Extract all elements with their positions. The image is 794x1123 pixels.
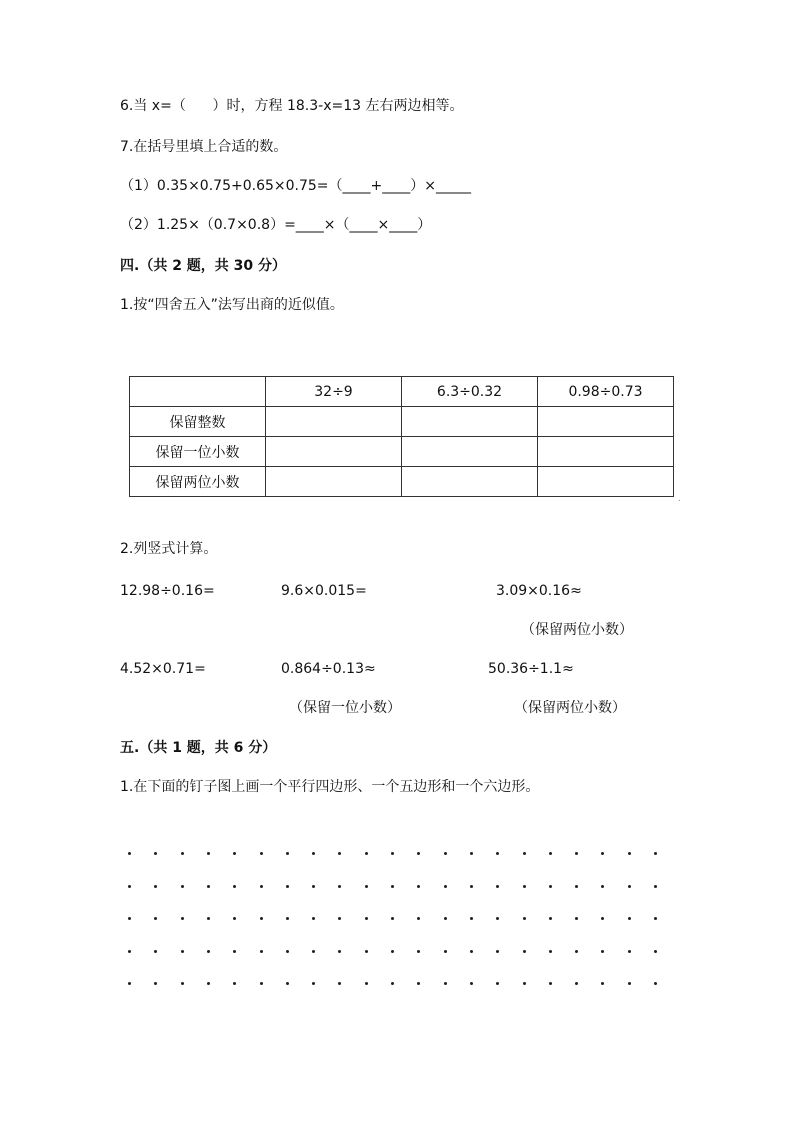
nail-dot xyxy=(549,885,552,888)
table-header-cell: 32÷9 xyxy=(266,377,402,407)
row-label: 保留两位小数 xyxy=(130,467,266,497)
row-label: 保留一位小数 xyxy=(130,437,266,467)
nail-dot xyxy=(128,917,131,920)
nail-dot xyxy=(128,852,131,855)
nail-dot xyxy=(549,852,552,855)
nail-dot xyxy=(365,852,368,855)
nail-dot xyxy=(575,885,578,888)
table-row xyxy=(130,407,674,437)
question-6: 6.当 x=（ ）时，方程 18.3-x=13 左右两边相等。 xyxy=(120,98,464,114)
nail-dot xyxy=(496,917,499,920)
nail-dot xyxy=(496,982,499,985)
nail-dot xyxy=(654,982,657,985)
answer-cell[interactable] xyxy=(402,407,538,437)
nail-dot xyxy=(601,885,604,888)
nail-dot xyxy=(154,917,157,920)
section-five-q1-title: 1.在下面的钉子图上画一个平行四边形、一个五边形和一个六边形。 xyxy=(120,779,540,795)
nail-dot xyxy=(654,852,657,855)
nail-dot xyxy=(181,917,184,920)
question-7-part-2: （2）1.25×（0.7×0.8）=____×（____×____） xyxy=(120,217,432,233)
table-header-cell: 6.3÷0.32 xyxy=(402,377,538,407)
nail-dot xyxy=(286,982,289,985)
nail-dot xyxy=(391,917,394,920)
section-four-heading: 四.（共 2 题，共 30 分） xyxy=(120,258,287,274)
nail-dot xyxy=(260,950,263,953)
question-7-part-1: （1）0.35×0.75+0.65×0.75=（____+____）×_____ xyxy=(120,178,471,194)
nail-dot xyxy=(391,950,394,953)
question-7-title: 7.在括号里填上合适的数。 xyxy=(120,139,288,155)
calc-item-d: 4.52×0.71= xyxy=(120,661,206,677)
nail-dot xyxy=(575,950,578,953)
nail-dot xyxy=(207,982,210,985)
nail-dot xyxy=(312,982,315,985)
nail-dot xyxy=(444,982,447,985)
nail-dot xyxy=(312,852,315,855)
nail-dot xyxy=(233,982,236,985)
nail-dot xyxy=(444,852,447,855)
answer-cell[interactable] xyxy=(266,467,402,497)
nail-dot xyxy=(391,852,394,855)
nail-dot xyxy=(470,852,473,855)
nail-dot xyxy=(286,917,289,920)
nail-dot xyxy=(417,982,420,985)
nail-dot xyxy=(260,917,263,920)
nail-dot xyxy=(523,982,526,985)
nail-dot xyxy=(260,852,263,855)
answer-cell[interactable] xyxy=(266,437,402,467)
nail-dot xyxy=(549,950,552,953)
nail-dot xyxy=(312,950,315,953)
row-label: 保留整数 xyxy=(130,407,266,437)
nail-dot xyxy=(417,950,420,953)
nail-dot xyxy=(601,950,604,953)
answer-cell[interactable] xyxy=(538,407,674,437)
nail-dot xyxy=(523,917,526,920)
nail-dot xyxy=(523,885,526,888)
nail-dot xyxy=(365,885,368,888)
nail-dot xyxy=(338,950,341,953)
nail-dot xyxy=(575,917,578,920)
nail-dot xyxy=(154,852,157,855)
nail-dot xyxy=(470,885,473,888)
nail-dot xyxy=(338,852,341,855)
nail-dot xyxy=(654,950,657,953)
nail-dot xyxy=(391,982,394,985)
nail-dot xyxy=(575,982,578,985)
nail-dot xyxy=(233,917,236,920)
nail-dot xyxy=(549,917,552,920)
table-header-cell: 0.98÷0.73 xyxy=(538,377,674,407)
nail-dot xyxy=(417,917,420,920)
nail-dot xyxy=(523,852,526,855)
nail-dot xyxy=(391,885,394,888)
calc-item-b: 9.6×0.015= xyxy=(281,583,367,599)
table-row xyxy=(130,437,674,467)
nail-dot xyxy=(470,917,473,920)
calc-item-f: 50.36÷1.1≈ xyxy=(488,661,574,677)
nail-dot xyxy=(286,950,289,953)
nail-dot xyxy=(365,917,368,920)
nail-dot xyxy=(523,950,526,953)
nail-dot xyxy=(417,885,420,888)
nail-dot xyxy=(628,852,631,855)
table-header-row xyxy=(130,377,674,407)
nail-dot xyxy=(128,982,131,985)
calc-item-e-note: （保留一位小数） xyxy=(289,700,401,716)
calc-item-a: 12.98÷0.16= xyxy=(120,583,215,599)
calc-item-c-note: （保留两位小数） xyxy=(521,622,633,638)
calc-item-c: 3.09×0.16≈ xyxy=(496,583,582,599)
nail-dot xyxy=(233,885,236,888)
section-four-q1-title: 1.按“四舍五入”法写出商的近似值。 xyxy=(120,297,344,313)
nail-dot xyxy=(181,852,184,855)
nail-dot xyxy=(365,950,368,953)
answer-cell[interactable] xyxy=(402,437,538,467)
nail-dot xyxy=(233,950,236,953)
nail-dot xyxy=(181,982,184,985)
nail-dot xyxy=(312,885,315,888)
nail-dot xyxy=(338,982,341,985)
section-four-q2-title: 2.列竖式计算。 xyxy=(120,541,218,557)
nail-dot xyxy=(654,917,657,920)
answer-cell[interactable] xyxy=(538,437,674,467)
nail-dot xyxy=(286,852,289,855)
nail-dot xyxy=(628,917,631,920)
nail-dot xyxy=(207,852,210,855)
answer-cell[interactable] xyxy=(266,407,402,437)
nail-dot xyxy=(154,950,157,953)
nail-dot xyxy=(628,982,631,985)
nail-dot xyxy=(207,917,210,920)
nail-dot xyxy=(338,917,341,920)
nail-dot xyxy=(444,917,447,920)
section-five-heading: 五.（共 1 题，共 6 分） xyxy=(120,740,277,756)
nail-dot xyxy=(207,885,210,888)
table-row xyxy=(130,467,674,497)
calc-item-e: 0.864÷0.13≈ xyxy=(281,661,376,677)
nail-dot xyxy=(207,950,210,953)
nail-dot xyxy=(181,950,184,953)
nail-dot xyxy=(128,950,131,953)
nail-dot xyxy=(338,885,341,888)
nail-dot xyxy=(154,885,157,888)
nail-dot xyxy=(470,950,473,953)
nail-dot xyxy=(575,852,578,855)
nail-dot xyxy=(154,982,157,985)
nail-dot xyxy=(496,950,499,953)
nail-dot xyxy=(601,852,604,855)
nail-dot xyxy=(128,885,131,888)
nail-dot xyxy=(312,917,315,920)
nail-dot xyxy=(496,885,499,888)
table-header-cell xyxy=(130,377,266,407)
nail-dot xyxy=(601,982,604,985)
approximation-table xyxy=(129,376,674,497)
nail-dot xyxy=(260,885,263,888)
nail-dot xyxy=(260,982,263,985)
nail-dot xyxy=(233,852,236,855)
nail-dot xyxy=(628,885,631,888)
nail-dot xyxy=(470,982,473,985)
answer-cell[interactable] xyxy=(402,467,538,497)
nail-dot xyxy=(365,982,368,985)
table-corner-mark: . xyxy=(678,494,681,503)
nail-dot xyxy=(181,885,184,888)
nail-dot xyxy=(286,885,289,888)
nail-dot xyxy=(549,982,552,985)
nail-dot xyxy=(444,885,447,888)
nail-dot xyxy=(496,852,499,855)
nail-dot xyxy=(444,950,447,953)
nail-dot xyxy=(628,950,631,953)
nail-dot xyxy=(601,917,604,920)
answer-cell[interactable] xyxy=(538,467,674,497)
calc-item-f-note: （保留两位小数） xyxy=(514,700,626,716)
nail-dot xyxy=(654,885,657,888)
nail-dot xyxy=(417,852,420,855)
